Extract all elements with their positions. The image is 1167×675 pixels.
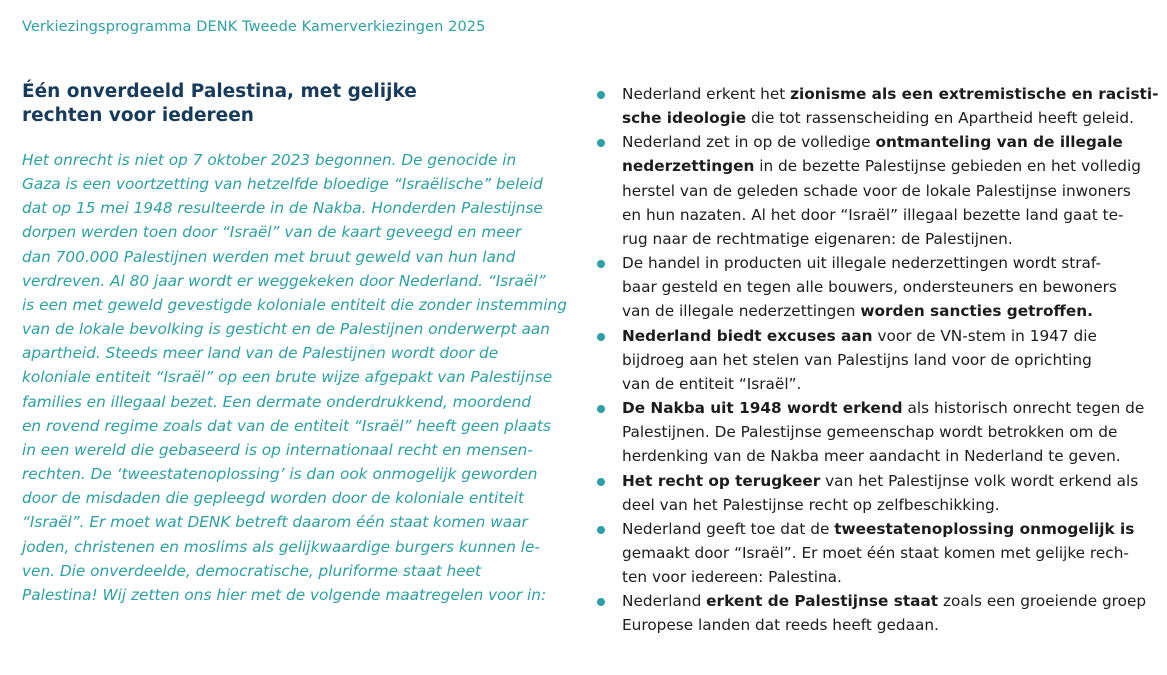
intro-line: “Israël”. Er moet wat DENK betreft daarom één staat komen waar: [22, 513, 528, 532]
bullet-dot-icon: [597, 333, 605, 341]
measure-line: [622, 275, 1157, 299]
measure-line: [622, 299, 1157, 323]
measure-line: [622, 541, 1157, 565]
measure-line: [622, 106, 1157, 130]
measure-text: ten voor iedereen: Palestina.: [622, 568, 842, 587]
measure-item: [597, 517, 1157, 589]
measure-item: [597, 251, 1157, 323]
measure-text: zoals een groeiende groep: [938, 592, 1147, 611]
measure-text: gemaakt door “Israël”. Er moet één staat komen met gelijke rech-: [622, 543, 1129, 562]
measure-text: Nederland zet in op de volledige: [622, 133, 876, 152]
section-title-line: rechten voor iedereen: [22, 105, 254, 126]
intro-line: rechten. De ‘tweestatenoplossing’ is dan ook onmogelijk geworden: [22, 465, 538, 484]
measures-list: [597, 82, 1157, 638]
measure-text: Europese landen dat reeds heeft gedaan.: [622, 616, 939, 635]
document-header: Verkiezingsprogramma DENK Tweede Kamerverkiezingen 2025: [22, 19, 486, 35]
measure-line: [622, 227, 1157, 251]
measure-line: [622, 372, 1157, 396]
intro-line: Palestina! Wij zetten ons hier met de volgende maatregelen voor in:: [22, 585, 547, 604]
measure-item: [597, 589, 1157, 637]
measure-line: [622, 154, 1157, 178]
measure-line: [622, 130, 1157, 154]
intro-line: dorpen werden toen door “Israël” van de kaart geveegd en meer: [22, 223, 522, 242]
measure-item: [597, 130, 1157, 251]
measure-text: in de bezette Palestijnse gebieden en het volledig: [754, 157, 1141, 176]
bullet-dot-icon: [597, 526, 605, 534]
intro-line: dan 700.000 Palestijnen werden met bruut geweld van hun land: [22, 247, 516, 266]
measure-text-bold: ontmanteling van de illegale: [875, 133, 1123, 152]
measure-text: voor de VN-stem in 1947 die: [872, 326, 1097, 345]
intro-paragraph: [22, 148, 572, 607]
intro-line: en rovend regime zoals dat van de entiteit “Israël” heeft geen plaats: [22, 416, 551, 435]
measure-line: [622, 565, 1157, 589]
measure-text-bold: nederzettingen: [622, 157, 755, 176]
intro-line: apartheid. Steeds meer land van de Palestijnen wordt door de: [22, 344, 499, 363]
measure-line: [622, 179, 1157, 203]
measure-item: [597, 82, 1157, 130]
measure-line: [622, 613, 1157, 637]
measure-text: van de entiteit “Israël”.: [622, 374, 802, 393]
measure-text: van de illegale nederzettingen: [622, 302, 861, 321]
measure-line: [622, 396, 1157, 420]
measure-item: [597, 469, 1157, 517]
measure-text-bold: zionisme als een extremistische en racisti-: [790, 85, 1159, 103]
intro-line: koloniale entiteit “Israël” op een brute wijze afgepakt van Palestijnse: [22, 368, 553, 387]
measure-line: [622, 517, 1157, 541]
measure-line: [622, 82, 1157, 106]
intro-line: van de lokale bevolking is gesticht en de Palestijnen onderwerpt aan: [22, 320, 550, 339]
section-title: [22, 80, 572, 128]
measure-text-bold: sche ideologie: [622, 109, 747, 128]
measure-text: deel van het Palestijnse recht op zelfbeschikking.: [622, 495, 1000, 514]
measure-text: Palestijnen. De Palestijnse gemeenschap wordt betrokken om de: [622, 423, 1118, 442]
measure-text-bold: Het recht op terugkeer: [622, 471, 821, 490]
intro-line: door de misdaden die gepleegd worden door de koloniale entiteit: [22, 489, 524, 508]
intro-line: is een met geweld gevestigde koloniale entiteit die zonder instemming: [22, 295, 567, 314]
measure-text: herdenking van de Nakba meer aandacht in Nederland te geven.: [622, 447, 1121, 466]
intro-line: joden, christenen en moslims als gelijkwaardige burgers kunnen le-: [22, 537, 540, 556]
measure-line: [622, 420, 1157, 444]
measure-text: en hun nazaten. Al het door “Israël” illegaal bezette land gaat te-: [622, 205, 1124, 224]
intro-line: in een wereld die gebaseerd is op internationaal recht en mensen-: [22, 440, 533, 459]
measure-item: [597, 324, 1157, 396]
intro-line: dat op 15 mei 1948 resulteerde in de Nakba. Honderden Palestijnse: [22, 199, 543, 218]
bullet-dot-icon: [597, 91, 605, 99]
intro-line: families en illegaal bezet. Een dermate onderdrukkend, moordend: [22, 392, 532, 411]
measure-text: die tot rassenscheiding en Apartheid heeft geleid.: [746, 109, 1134, 128]
intro-line: Het onrecht is niet op 7 oktober 2023 begonnen. De genocide in: [22, 151, 517, 169]
measure-text: herstel van de geleden schade voor de lokale Palestijnse inwoners: [622, 181, 1131, 200]
measure-line: [622, 493, 1157, 517]
intro-line: verdreven. Al 80 jaar wordt er weggekeken door Nederland. “Israël”: [22, 271, 546, 290]
measure-line: [622, 444, 1157, 468]
right-column: [597, 82, 1157, 638]
intro-line: ven. Die onverdeelde, democratische, pluriforme staat heet: [22, 561, 482, 580]
bullet-dot-icon: [597, 139, 605, 147]
measure-line: [622, 203, 1157, 227]
measure-text: rug naar de rechtmatige eigenaren: de Palestijnen.: [622, 229, 1013, 248]
measure-text: De handel in producten uit illegale nederzettingen wordt straf-: [622, 254, 1101, 273]
measure-text: van het Palestijnse volk wordt erkend als: [820, 471, 1139, 490]
measure-text: Nederland: [622, 592, 707, 611]
section-title-line: Één onverdeeld Palestina, met gelijke: [22, 81, 417, 102]
measure-text: bijdroeg aan het stelen van Palestijns land voor de oprichting: [622, 350, 1092, 369]
measure-text-bold: worden sancties getroffen.: [860, 302, 1093, 321]
measure-text: als historisch onrecht tegen de: [902, 399, 1145, 418]
measure-text: Nederland geeft toe dat de: [622, 519, 835, 538]
measure-line: [622, 469, 1157, 493]
intro-line: Gaza is een voortzetting van hetzelfde bloedige “Israëlische” beleid: [22, 175, 543, 194]
bullet-dot-icon: [597, 478, 605, 486]
measure-text-bold: De Nakba uit 1948 wordt erkend: [622, 399, 903, 418]
bullet-dot-icon: [597, 598, 605, 606]
measure-text: Nederland erkent het: [622, 85, 791, 103]
measure-line: [622, 589, 1157, 613]
measure-line: [622, 348, 1157, 372]
measure-item: [597, 396, 1157, 468]
bullet-dot-icon: [597, 260, 605, 268]
bullet-dot-icon: [597, 405, 605, 413]
left-column: [22, 80, 572, 607]
measure-line: [622, 324, 1157, 348]
measure-text-bold: erkent de Palestijnse staat: [706, 592, 939, 611]
measure-text-bold: tweestatenoplossing onmogelijk is: [834, 519, 1135, 538]
measure-text-bold: Nederland biedt excuses aan: [622, 326, 873, 345]
measure-line: [622, 251, 1157, 275]
measure-text: baar gesteld en tegen alle bouwers, ondersteuners en bewoners: [622, 278, 1117, 297]
